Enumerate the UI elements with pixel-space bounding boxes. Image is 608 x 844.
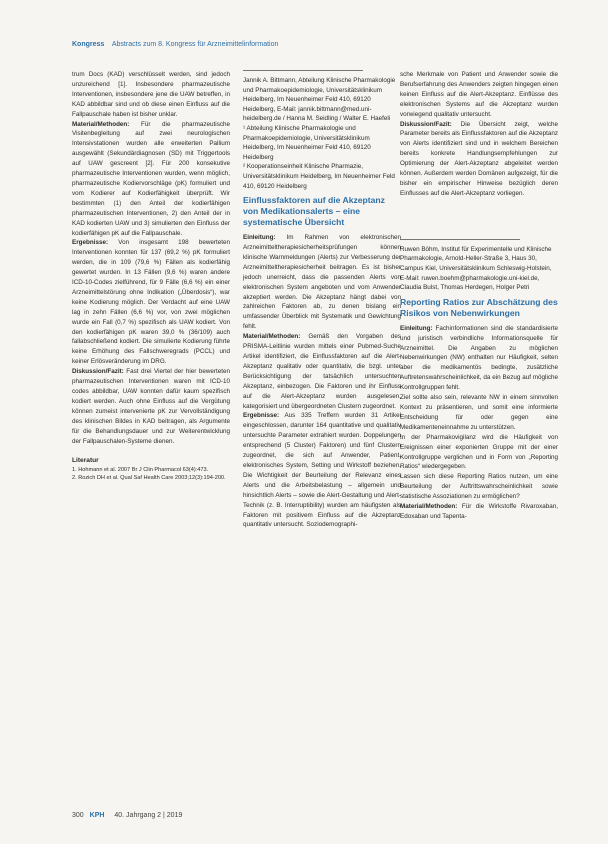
author-affiliation: Jannik A. Bittmann, Abteilung Klinische Pharmakologie und Pharmakoepidemiologie, Universitätsklinikum Heidelberg, Im Neuenheimer Feld 410, 69120 Heidelberg, E-Mail: jannik.bittmann@med.uni-heidelberg.de / Hanna M. Seidling / Walter E. Haefeli xyxy=(243,77,396,123)
section-label: Einleitung: xyxy=(243,234,276,242)
section-text: Für die pharmazeutische Visitenbegleitung auf zwei neurologischen Intensivstationen wurden alle erweiterten Pallium ausgewählt (Sekundärdiagnosen (SD) mit Triggertools auf UAW gescreent [2]. Für 200 konsekutive pharmazeutische Interventionen wurden, wenn möglich, pharmazeutische Kodiervorschläge (pK) formuliert und vom Kodierer auf Kodierfähigkeit überprüft. Wir bestimmten (1) den Anteil der kodierfähigen pharmazeutischen Interventionen, 2) den Anteil der in KAD kodierten UAW und 3) simulierten den Einfluss der kodierfähigen pK auf die Fallpauschale. xyxy=(72,120,230,237)
section-text: Von insgesamt 198 bewerteten Interventionen konnten für 137 (69,2 %) pK formuliert werden, die in 109 (79,6 %) Fällen als kodierfähig gewertet wurden. In 13 Fällen (9,6 %) waren andere ICD-10-Codes zielführend, für 9 Fälle (6,6 %) ein einer Arzneimittelstörung ohne Indikation („Überdosis“), war keine Kodierung möglich. Der Verdacht auf eine UAW lag in zehn Fällen (6,6 %) vor, von zwei möglichen wurde ein Fall (0,7 %) spezifisch als UAW kodiert. Von den kodierfähigen pK waren 39,0 % (36/109) auch fallabschließend kodiert. Die simulierte Kodierung führte keine Erhöhung des Fallschweregrads (PCCL) und keiner Erlösveränderung im DRG. xyxy=(72,239,231,366)
section-label: Einleitung: xyxy=(400,324,433,332)
divider xyxy=(243,70,363,71)
section-text: Gemäß den Vorgaben des PRISMA-Leitlinie wurden mittels einer Pubmed-Suche Artikel identifiziert, die Einflussfaktoren auf die Alert-Akzeptanz qualitativ oder quantitativ, die bzgl. unter Berücksichtigung der tatsächlich untersuchten Akzeptanz, einbezogen. Die Faktoren und ihr Einfluss auf die Alert-Akzeptanz wurden ausgelesen, kategorisiert und übergeordneten Clustern zugeordnet. xyxy=(243,333,401,410)
header-subtitle: Abstracts zum 8. Kongress für Arzneimittelinformation xyxy=(111,41,279,48)
paragraph: sche Merkmale von Patient und Anwender sowie die Berufserfahrung des Anwenders zeigten hingegen einen keinen Einfluss auf die Alert-Akzeptanz. Einflüsse des elektronischen Systems auf die Akzeptanz wurden vorwiegend qualitativ untersucht. xyxy=(400,71,558,118)
journal-name: KPH xyxy=(89,812,105,819)
page-footer xyxy=(72,812,182,819)
column-2 xyxy=(243,70,401,530)
paragraph: trum Docs (KAD) verschlüsselt werden, sind jedoch unzureichend [1]. Insbesondere pharmazeutische Interventionen, insbesondere jene die UAW betreffen, in KAD abbildbar sind und ob diese einen Einfluss auf die Fallpauschale haben ist bisher unklar. xyxy=(72,71,230,118)
affiliation-note: ² Kooperationseinheit Klinische Pharmazie, Universitätsklinikum Heidelberg, Im Neuenheimer Feld 410, 69120 Heidelberg xyxy=(243,163,395,190)
section-text: Die Übersicht zeigt, welche Parameter bereits als Einflussfaktoren auf die Akzeptanz von Alerts identifiziert sind und in welchem Bereichen bereits konkrete Handlungsempfehlungen zur Optimierung der Alert-Akzeptanz abgeleitet werden können. Außerdem werden Domänen aufgezeigt, für die bisher ein empirischer Hinweise bezüglich deren Einflusses auf die Alert-Akzeptanz vorliegen. xyxy=(400,120,558,197)
references-title: Literatur xyxy=(72,457,99,465)
section-label: Material/Methoden: xyxy=(400,503,458,511)
section-text: Fachinformationen sind die standardisierte und juristisch verbindliche Informationsquelle für Arzneimittel. Die Angaben zu möglichen Nebenwirkungen (NW) enthalten nur Häufigkeit, selten aber die medikamentös bedingte, zusätzliche Auftretenswahrscheinlichkeit, da ein Bezug auf mögliche Kontrollgruppen fehlt. xyxy=(400,324,558,392)
paragraph xyxy=(400,324,558,393)
section-label: Ergebnisse: xyxy=(243,412,280,420)
paragraph xyxy=(400,120,558,199)
paragraph xyxy=(243,233,401,332)
journal-volume: 40. Jahrgang 2 | 2019 xyxy=(114,812,183,819)
column-1 xyxy=(72,70,230,482)
section-text: Fast drei Viertel der hier bewerteten pharmazeutischen Interventionen waren mit ICD-10 codes abbildbar, UAW konnten dafür kaum spezifisch kodiert werden. Auch ohne Einfluss auf die Vergütung können zumeist intervenierte pK zur Vervollständigung des klinischen Bildes in KAD beitragen, als Argumente für die Behandlungsdauer und zur Weiterentwicklung der Fallpauschalen-Systeme dienen. xyxy=(72,368,230,445)
paragraph: Lassen sich diese Reporting Ratios nutzen, um eine Beurteilung der Auftrittswahrscheinlichkeit sowie statistische Assoziationen zu ermöglichen? xyxy=(400,473,558,501)
paragraph: Ziel sollte also sein, relevante NW in einem sinnvollen Kontext zu präsentieren, und somit eine informierte Entscheidung für oder gegen eine Medikamenteneinnahme zu unterstützen. xyxy=(400,394,558,431)
column-3 xyxy=(400,70,558,522)
abstract-title: Reporting Ratios zur Abschätzung des Risikos von Nebenwirkungen xyxy=(400,296,558,318)
section-text: Für die Wirkstoffe Rivaroxaban, Edoxaban und Tapenta- xyxy=(400,503,559,520)
header-section: Kongress xyxy=(72,41,105,48)
paragraph xyxy=(243,411,401,530)
abstract-title: Einflussfaktoren auf die Akzeptanz von Medikationsalerts – eine systematische Übersicht xyxy=(243,195,385,228)
section-text: Aus 335 Treffern wurden 31 Artikel eingeschlossen, darunter 164 quantitative und qualitativ untersuchte Parameter extrahiert wurden. Doppelungen entsprechend (5 Cluster) Faktoren) und fünf Clustern zugeordnet, die sich auf Anwender, Patient, elektronisches System, Setting und Wirkstoff beziehen. Die Wichtigkeit der Beurteilung der Relevanz eines Alerts und die Arbeitsbelastung – allgemein und hinsichtlich Alerts – sowie die Alert-Gestaltung und Alert-Technik (z. B. Interruptibility) wurden am häufigsten als Faktoren mit positivem Einfluss auf die Akzeptanz quantitativ untersucht. Soziodemographi- xyxy=(243,412,401,529)
section-label: Diskussion/Fazit: xyxy=(72,368,124,376)
section-label: Material/Methoden: xyxy=(243,333,301,341)
section-label: Material/Methoden: xyxy=(72,120,130,128)
running-header xyxy=(72,41,278,48)
paragraph xyxy=(72,120,230,239)
paragraph xyxy=(243,332,401,411)
divider xyxy=(400,239,520,240)
paragraph xyxy=(400,502,558,522)
affiliation-note: ¹ Abteilung Klinische Pharmakologie und Pharmakoepidemiologie, Universitätsklinikum Heidelberg, Im Neuenheimer Feld 410, 69120 Heidelberg xyxy=(243,124,371,161)
references-list xyxy=(72,466,230,482)
paragraph xyxy=(72,238,230,367)
section-label: Diskussion/Fazit: xyxy=(400,120,452,128)
section-text: Im Rahmen von elektronischen Arzneimitteltherapiesicherheitsprüfungen können klinische Warnmeldungen (Alerts) zur Verbesserung der Arzneimitteltherapiesicherheit beitragen. Es ist bisher jedoch unerreicht, dass die passenden Alerts von elektronischen System angeboten und vom Anwender akzeptiert werden. Die Akzeptanz hängt dabei von zahlreichen Faktoren ab, zu denen bislang ein umfassender Überblick mit Systematik und Gewichtung fehlt. xyxy=(243,234,401,331)
page-number: 300 xyxy=(72,812,84,819)
reference-item: 2. Rozich DH et al. Qual Saf Health Care 2003;12(3):194-200. xyxy=(72,475,226,482)
reference-item: 1. Hohmann et al. 2007 Br J Clin Pharmacol 63(4):473. xyxy=(72,467,209,474)
paragraph xyxy=(72,367,230,446)
paragraph: In der Pharmakovigilanz wird die Häufigkeit von Ereignissen einer exponierten Gruppe mit der einer Kontrollgruppe verglichen und in Form von „Reporting Ratios“ wiedergegeben. xyxy=(400,433,558,471)
section-label: Ergebnisse: xyxy=(72,239,109,247)
author-affiliation: Ruwen Böhm, Institut für Experimentelle und Klinische Pharmakologie, Arnold-Heller-Straße 3, Haus 30, Campus Kiel, Universitätsklinikum Schleswig-Holstein, E-Mail: ruwen.boehm@pharmakologie.uni-kiel.de, Claudia Bulst, Thomas Herdegen, Holger Petri xyxy=(400,245,552,292)
